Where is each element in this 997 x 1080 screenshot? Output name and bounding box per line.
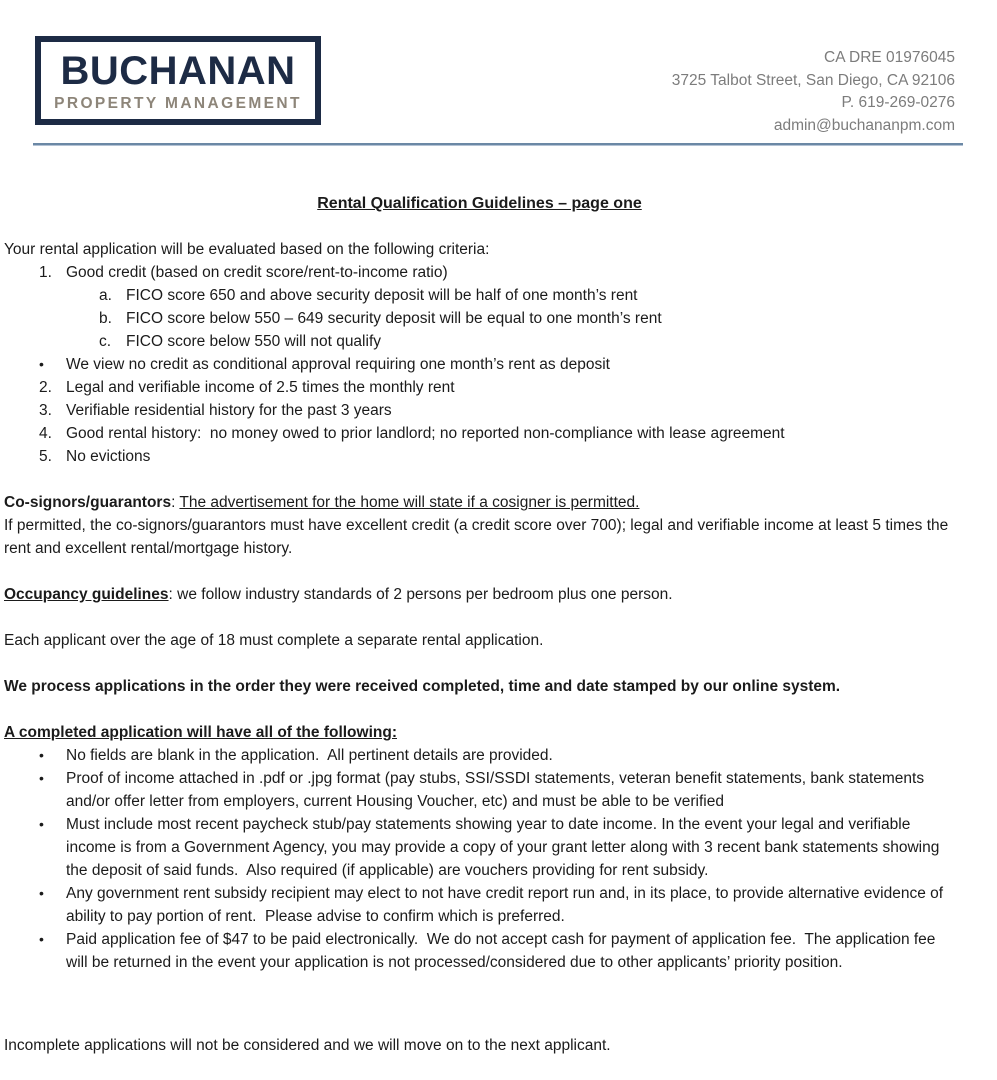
bullet-icon: • [39,356,44,372]
list-marker: 4. [39,425,52,442]
list-text: Proof of income attached in .pdf or .jpg format (pay stubs, SSI/SSDI statements, veteran benefit statements, bank statements and/or offer letter from employers, current Housing Voucher, etc) and must be able to be verified [66,770,929,810]
process-note: We process applications in the order they were received completed, time and date stamped by our online system. [4,678,841,695]
bullet-icon: • [39,747,44,763]
contact-dre-number: CA DRE 01976045 [824,49,955,66]
completed-bullet-2 [4,767,955,813]
cosigners-body: If permitted, the co-signors/guarantors must have excellent credit (a credit score over 700); legal and verifiable income at least 5 times the rent and excellent rental/mortgage history. [4,517,953,557]
criteria-item-1 [4,261,955,284]
completed-heading-line [4,721,955,744]
list-text: Verifiable residential history for the past 3 years [66,402,392,419]
intro-paragraph: Your rental application will be evaluated based on the following criteria: [4,241,490,258]
contact-phone: P. 619-269-0276 [841,94,955,111]
header [0,0,997,146]
occupancy-lead: Occupancy guidelines [4,586,169,603]
completed-heading: A completed application will have all of the following: [4,724,397,741]
bullet-icon: • [39,816,44,832]
no-credit-bullet [4,353,955,376]
criteria-item-1b [4,307,955,330]
list-marker: c. [99,333,112,350]
criteria-item-3 [4,399,955,422]
bullet-icon: • [39,770,44,786]
cosigners-lead: Co-signors/guarantors [4,494,172,511]
criteria-item-4 [4,422,955,445]
applicant-note: Each applicant over the age of 18 must complete a separate rental application. [4,632,544,649]
criteria-item-2 [4,376,955,399]
contact-address: 3725 Talbot Street, San Diego, CA 92106 [671,71,955,89]
list-text: FICO score below 550 – 649 security deposit will be equal to one month’s rent [126,310,662,327]
list-marker: a. [99,287,112,304]
completed-bullet-5 [4,928,955,974]
list-marker: 1. [39,264,52,281]
list-marker: 3. [39,402,52,419]
list-text: Paid application fee of $47 to be paid electronically. We do not accept cash for payment of application fee. The application fee will be returned in the event your application is not processed/considered due to other applicants’ priority position. [66,931,940,971]
list-text: Any government rent subsidy recipient may elect to not have credit report run and, in its place, to provide alternative evidence of ability to pay portion of rent. Please advise to confirm which is preferred. [66,885,948,925]
list-text: FICO score 650 and above security deposit will be half of one month’s rent [126,287,638,304]
criteria-item-5 [4,445,955,468]
occupancy-rest: : we follow industry standards of 2 persons per bedroom plus one person. [168,586,673,603]
list-marker: 2. [39,379,52,396]
company-logo [35,36,321,125]
document-body [0,192,997,1057]
contact-block [672,47,955,137]
list-text: Good rental history: no money owed to prior landlord; no reported non-compliance with lease agreement [66,425,785,442]
bullet-icon: • [39,885,44,901]
list-text: Legal and verifiable income of 2.5 times the monthly rent [66,379,455,396]
completed-bullet-1 [4,744,955,767]
list-text: FICO score below 550 will not qualify [126,333,382,350]
header-divider [33,143,963,146]
cosigners-heading-line [4,491,955,514]
criteria-item-1c [4,330,955,353]
cosigners-colon: : [171,494,180,511]
list-text: Must include most recent paycheck stub/pay statements showing year to date income. In the event your legal and verifiable income is from a Government Agency, you may provide a copy of your grant letter along with 3 recent bank statements showing the deposit of said funds. Also required (if applicable) are vouchers providing for rent subsidy. [66,816,944,879]
contact-email: admin@buchananpm.com [773,116,955,134]
title-row [4,192,955,215]
bullet-icon: • [39,931,44,947]
completed-bullet-4 [4,882,955,928]
cosigners-underlined-note: The advertisement for the home will state if a cosigner is permitted. [179,494,640,511]
list-text: No fields are blank in the application. All pertinent details are provided. [66,747,553,764]
footer-note: Incomplete applications will not be considered and we will move on to the next applicant. [4,1037,611,1054]
logo-company-name: BUCHANAN [60,49,296,93]
list-text: Good credit (based on credit score/rent-to-income ratio) [66,264,448,281]
list-text: We view no credit as conditional approval requiring one month’s rent as deposit [66,356,610,373]
list-marker: 5. [39,448,52,465]
occupancy-paragraph [4,583,955,606]
list-text: No evictions [66,448,151,465]
page-title: Rental Qualification Guidelines – page one [317,195,642,212]
list-marker: b. [99,310,112,327]
criteria-item-1a [4,284,955,307]
logo-tagline: PROPERTY MANAGEMENT [54,95,302,112]
completed-bullet-3 [4,813,955,882]
